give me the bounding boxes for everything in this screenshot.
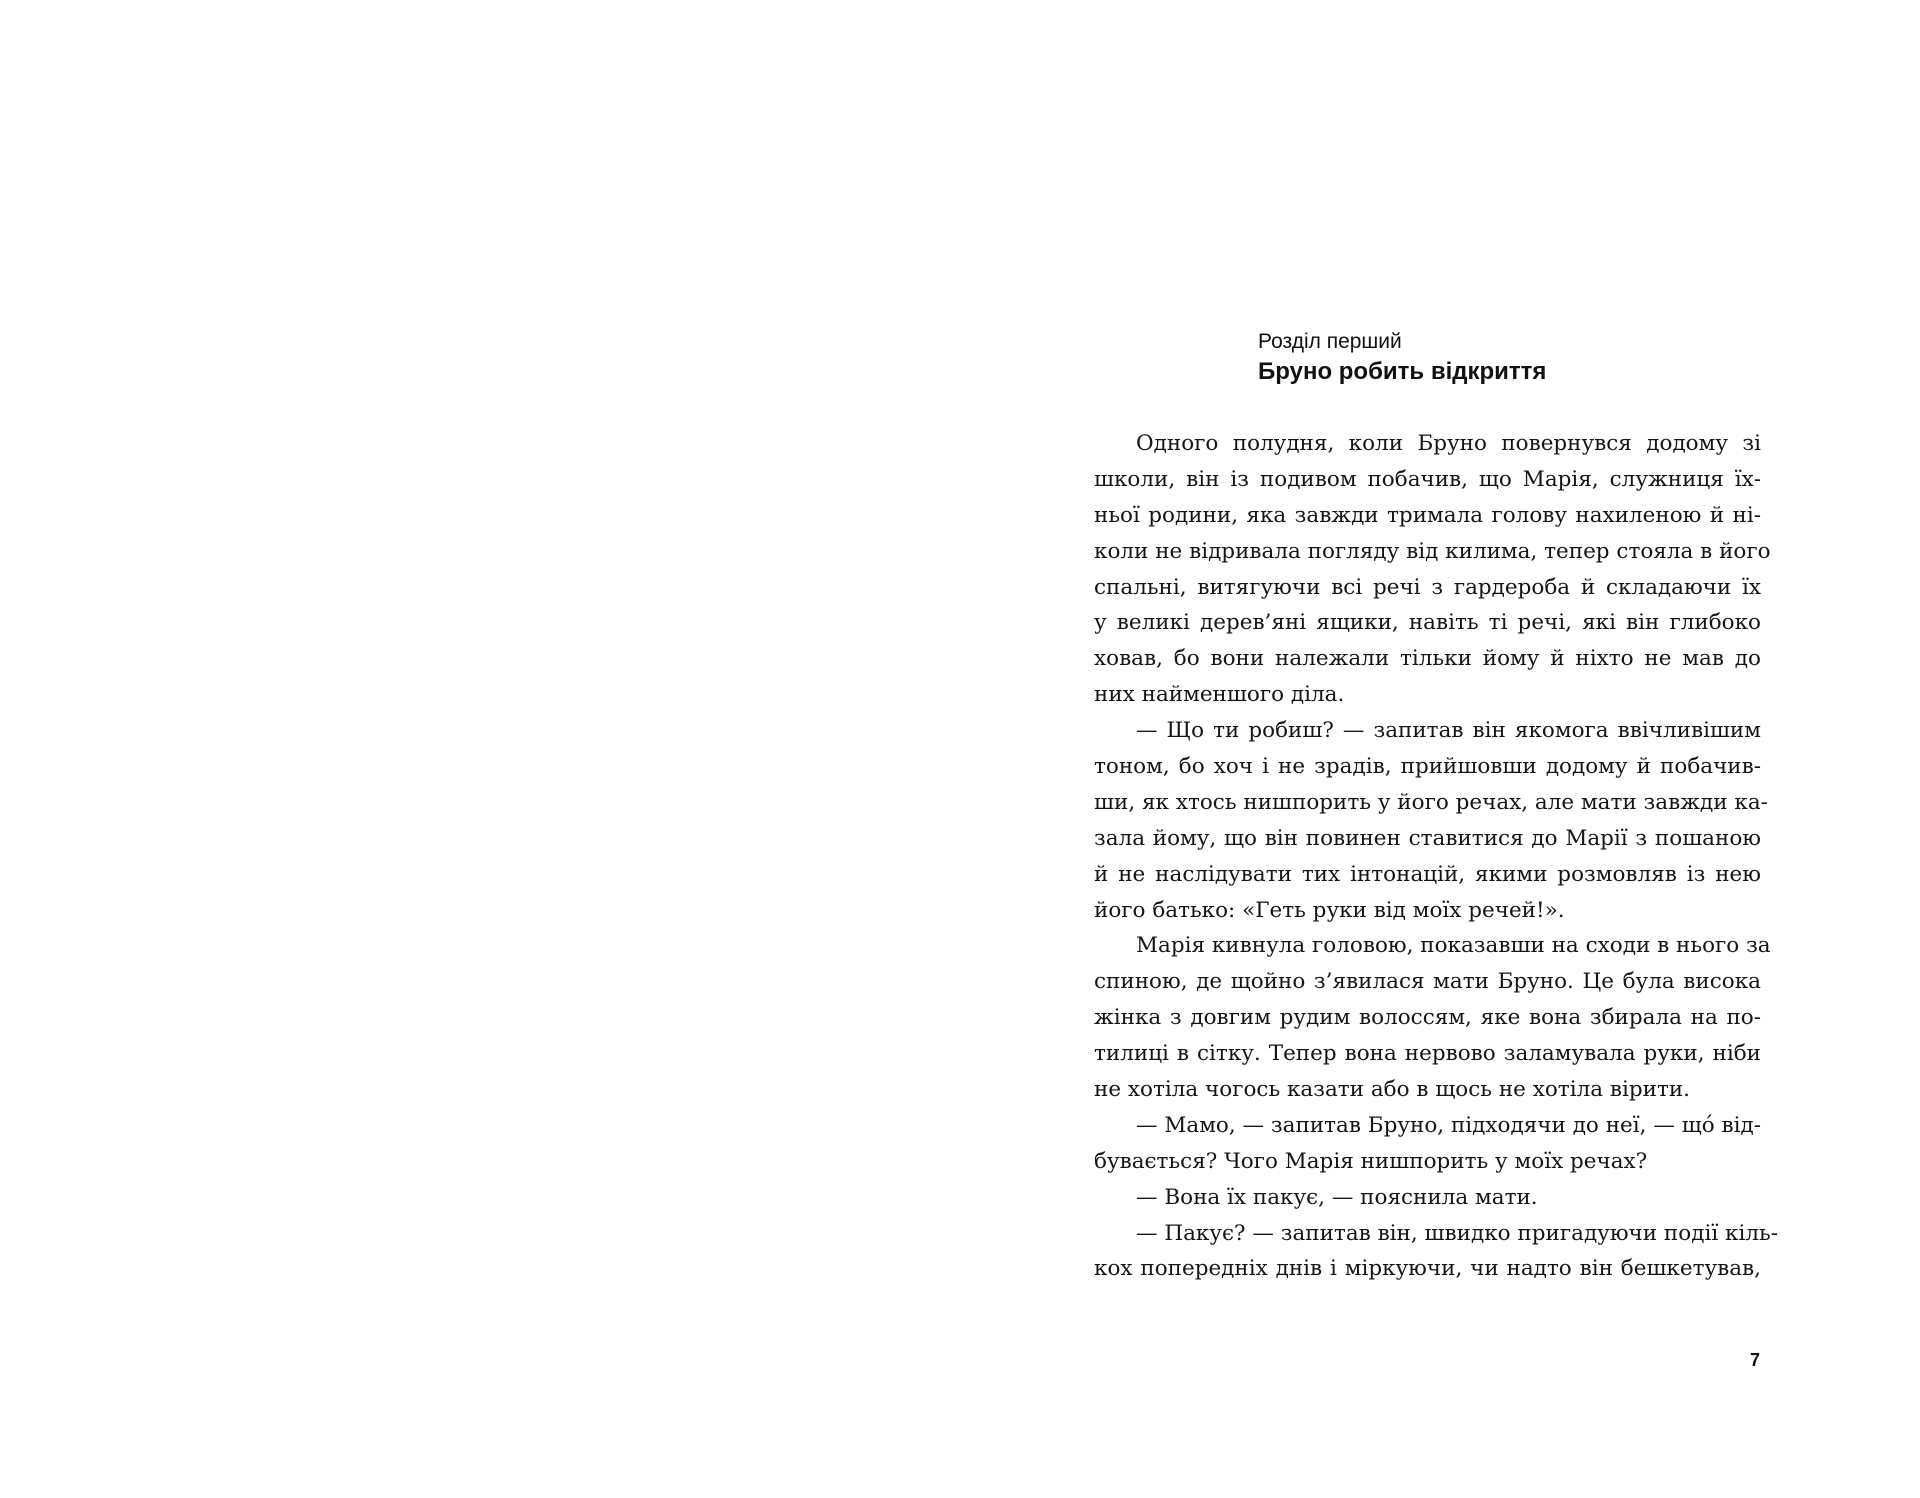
text-line: не хотіла чогось казати або в щось не хотіла вірити.: [1094, 1077, 1691, 1103]
text-line: тоном, бо хоч і не зрадів, прийшовши додому й побачив-: [1094, 754, 1761, 780]
text-line: них найменшого діла.: [1094, 682, 1345, 708]
text-line: бувається? Чого Марія нишпорить у моїх речах?: [1094, 1148, 1648, 1174]
text-line: й не наслідувати тих інтонацій, якими розмовляв із нею: [1094, 861, 1761, 887]
right-page: [960, 0, 1920, 1498]
text-line: Одного полудня, коли Бруно повернувся додому зі: [1136, 431, 1761, 456]
chapter-title: Бруно робить відкриття: [1258, 358, 1547, 385]
text-line: — Пакує? — запитав він, швидко пригадуючи події кіль-: [1136, 1220, 1778, 1246]
chapter-label: Розділ перший: [1258, 330, 1402, 353]
text-line: спальні, витягуючи всі речі з гардероба й складаючи їх: [1094, 574, 1761, 600]
text-line: — Мамо, — запитав Бруно, підходячи до неї, — що́ від-: [1136, 1112, 1761, 1138]
text-line: у великі дерев’яні ящики, навіть ті речі, які він глибоко: [1094, 610, 1761, 636]
text-line: зала йому, що він повинен ставитися до Марії з пошаною: [1094, 825, 1761, 851]
text-line: кох попередніх днів і міркуючи, чи надто він бешкетував,: [1094, 1256, 1761, 1282]
text-line: — Вона їх пакує, — пояснила мати.: [1136, 1184, 1538, 1210]
text-line: ши, як хтось нишпорить у його речах, але мати завжди ка-: [1094, 789, 1768, 815]
page-number: 7: [1749, 1350, 1760, 1370]
text-line: — Що ти робиш? — запитав він якомога ввічливішим: [1136, 718, 1761, 744]
text-line: школи, він із подивом побачив, що Марія, служниця їх-: [1094, 466, 1761, 492]
body-text: [1094, 426, 1778, 1287]
text-line: ньої родини, яка завжди тримала голову нахиленою й ні-: [1094, 502, 1761, 528]
text-line: тилиці в сітку. Тепер вона нервово заламувала руки, ніби: [1094, 1041, 1761, 1067]
text-line: його батько: «Геть руки від моїх речей!».: [1094, 897, 1565, 923]
text-line: ховав, бо вони належали тільки йому й ніхто не мав до: [1094, 646, 1761, 672]
text-line: жінка з довгим рудим волоссям, яке вона збирала на по-: [1094, 1005, 1761, 1031]
text-line: спиною, де щойно з’явилася мати Бруно. Це була висока: [1094, 969, 1761, 995]
text-line: коли не відривала погляду від килима, тепер стояла в його: [1094, 538, 1771, 564]
text-line: Марія кивнула головою, показавши на сходи в нього за: [1136, 933, 1771, 959]
